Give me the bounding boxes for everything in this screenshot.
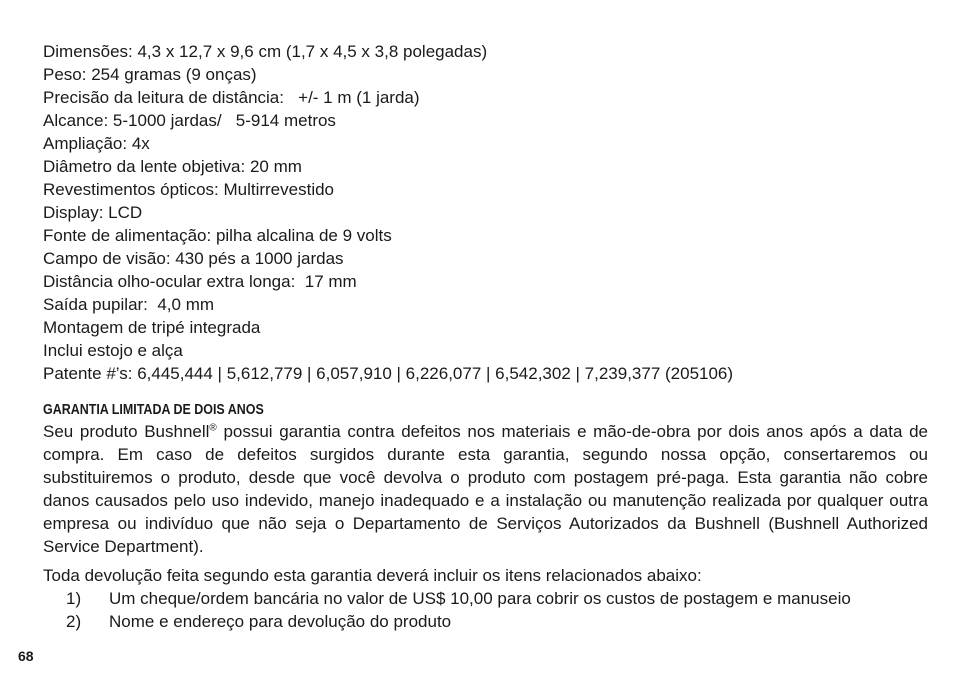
warranty-heading: GARANTIA LIMITADA DE DOIS ANOS [43,402,264,418]
spec-field-of-view: Campo de visão: 430 pés a 1000 jardas [43,249,344,268]
warranty-paragraph [43,420,928,558]
spec-display: Display: LCD [43,203,143,222]
spec-tripod-mount: Montagem de tripé integrada [43,318,261,337]
list-item-text: Nome e endereço para devolução do produto [109,612,452,631]
warranty-text-start: Seu produto Bushnell [43,422,210,441]
list-item-number: 1) [66,589,82,608]
spec-case-strap: Inclui estojo e alça [43,341,183,360]
spec-patents: Patente #’s: 6,445,444 | 5,612,779 | 6,057,910 | 6,226,077 | 6,542,302 | 7,239,377 (205106) [43,364,734,383]
spec-power-source: Fonte de alimentação: pilha alcalina de 9 volts [43,226,392,245]
spec-range: Alcance: 5-1000 jardas/ 5-914 metros [43,111,336,130]
spec-accuracy: Precisão da leitura de distância: +/- 1 m (1 jarda) [43,88,420,107]
list-item [43,587,928,610]
registered-mark: ® [209,422,217,434]
list-item-number: 2) [66,612,82,631]
return-requirements-intro: Toda devolução feita segundo esta garantia deverá incluir os itens relacionados abaixo: [43,566,702,585]
return-requirements-list [43,587,928,633]
spec-dimensions: Dimensões: 4,3 x 12,7 x 9,6 cm (1,7 x 4,5 x 3,8 polegadas) [43,42,488,61]
spec-weight: Peso: 254 gramas (9 onças) [43,65,257,84]
spec-magnification: Ampliação: 4x [43,134,150,153]
list-item [43,610,928,633]
warranty-text-rest: possui garantia contra defeitos nos materiais e mão-de-obra por dois anos após a data de compra. Em caso de defeitos surgidos durante esta garantia, segundo nossa opção, consertaremos ou substituiremos o produto, desde que você devolva o produto com postagem pré-paga. Esta garantia não cobre danos causados pelo uso indevido, manejo inadequado e a instalação ou manutenção realizada por qualquer outra empresa ou indivíduo que não seja o Departamento de Serviços Autorizados da Bushnell (Bushnell Authorized Service Department). [43,422,928,556]
spec-optical-coatings: Revestimentos ópticos: Multirrevestido [43,180,335,199]
page-content [43,40,928,633]
spec-objective-diameter: Diâmetro da lente objetiva: 20 mm [43,157,302,176]
spec-exit-pupil: Saída pupilar: 4,0 mm [43,295,215,314]
spec-eye-relief: Distância olho-ocular extra longa: 17 mm [43,272,357,291]
list-item-text: Um cheque/ordem bancária no valor de US$ 10,00 para cobrir os custos de postagem e manuseio [109,589,851,608]
page-number: 68 [18,648,34,664]
spec-list [43,40,928,385]
